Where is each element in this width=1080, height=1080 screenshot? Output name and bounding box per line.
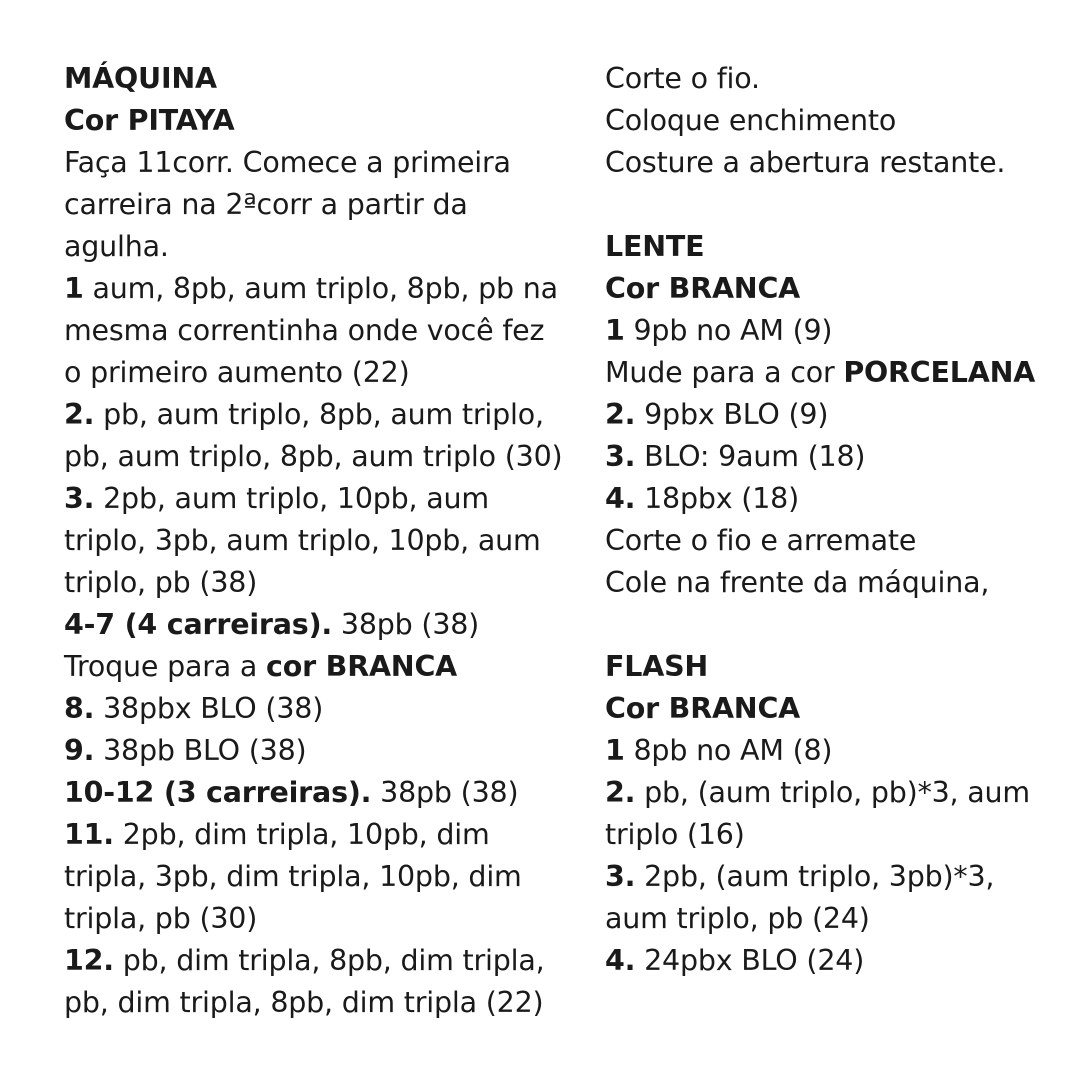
row-label: 1 [605, 314, 625, 347]
instruction-text: 24pbx BLO (24) [635, 944, 865, 977]
pattern-line [64, 646, 574, 688]
pattern-line [64, 898, 574, 940]
pattern-line [605, 520, 1065, 562]
instruction-text: carreira na 2ªcorr a partir da [64, 188, 468, 221]
instruction-text: 2pb, aum triplo, 10pb, aum [94, 482, 489, 515]
instruction-text: triplo, 3pb, aum triplo, 10pb, aum [64, 524, 541, 557]
pattern-line [64, 352, 574, 394]
instruction-text: BLO: 9aum (18) [635, 440, 866, 473]
instruction-text: 9pb no AM (9) [624, 314, 833, 347]
section-heading [64, 58, 574, 100]
instruction-text: pb, dim tripla, 8pb, dim tripla, [113, 944, 545, 977]
pattern-line [64, 226, 574, 268]
pattern-line [605, 814, 1065, 856]
instruction-text: pb, (aum triplo, pb)*3, aum [635, 776, 1030, 809]
instruction-text: Corte o fio e arremate [605, 524, 917, 557]
instruction-text: Faça 11corr. Comece a primeira [64, 146, 511, 179]
instruction-text: 38pb (38) [332, 608, 480, 641]
heading-text: LENTE [605, 230, 705, 263]
row-label: 4-7 (4 carreiras). [64, 608, 333, 641]
left-column [64, 58, 574, 1024]
row-label: 4. [605, 944, 636, 977]
instruction-text: 2pb, (aum triplo, 3pb)*3, [635, 860, 995, 893]
row-label: 2. [64, 398, 95, 431]
instruction-text: Troque para a [64, 650, 267, 683]
pattern-line [605, 436, 1065, 478]
pattern-line [605, 562, 1065, 604]
row-label: 8. [64, 692, 95, 725]
instruction-text: triplo (16) [605, 818, 745, 851]
instruction-text: 8pb no AM (8) [624, 734, 833, 767]
pattern-line [605, 730, 1065, 772]
instruction-text: agulha. [64, 230, 169, 263]
instruction-text: Costure a abertura restante. [605, 146, 1006, 179]
instruction-text: 38pbx BLO (38) [94, 692, 324, 725]
pattern-line [64, 310, 574, 352]
pattern-line [605, 100, 1065, 142]
heading-text: Cor PITAYA [64, 104, 235, 137]
pattern-line [64, 142, 574, 184]
instruction-text: aum triplo, pb (24) [605, 902, 870, 935]
row-label: PORCELANA [843, 356, 1036, 389]
row-label: 2. [605, 776, 636, 809]
pattern-line [605, 940, 1065, 982]
pattern-line [64, 940, 574, 982]
pattern-line [64, 856, 574, 898]
row-label: 1 [605, 734, 625, 767]
instruction-text: pb, aum triplo, 8pb, aum triplo, [94, 398, 544, 431]
pattern-line [64, 604, 574, 646]
pattern-line [64, 814, 574, 856]
instruction-text: pb, dim tripla, 8pb, dim tripla (22) [64, 986, 544, 1019]
row-label: 3. [605, 860, 636, 893]
instruction-text: 38pb BLO (38) [94, 734, 307, 767]
instruction-text: Coloque enchimento [605, 104, 897, 137]
pattern-line [605, 772, 1065, 814]
pattern-line [605, 394, 1065, 436]
pattern-line [605, 898, 1065, 940]
pattern-line [64, 184, 574, 226]
instruction-text: tripla, 3pb, dim tripla, 10pb, dim [64, 860, 522, 893]
right-column [605, 58, 1065, 982]
instruction-text: mesma correntinha onde você fez [64, 314, 545, 347]
instruction-text: 38pb (38) [371, 776, 519, 809]
pattern-line [605, 310, 1065, 352]
heading-text: Cor BRANCA [605, 272, 801, 305]
pattern-line [64, 394, 574, 436]
heading-text: MÁQUINA [64, 62, 217, 95]
section-heading [605, 226, 1065, 268]
row-label: cor BRANCA [266, 650, 458, 683]
pattern-line [64, 562, 574, 604]
pattern-line [605, 856, 1065, 898]
instruction-text: pb, aum triplo, 8pb, aum triplo (30) [64, 440, 563, 473]
instruction-text: triplo, pb (38) [64, 566, 258, 599]
row-label: 3. [64, 482, 95, 515]
heading-text: Cor BRANCA [605, 692, 801, 725]
instruction-text: o primeiro aumento (22) [64, 356, 410, 389]
pattern-line [64, 688, 574, 730]
instruction-text: Mude para a cor [605, 356, 844, 389]
row-label: 4. [605, 482, 636, 515]
blank-line [605, 184, 1065, 226]
pattern-line [64, 478, 574, 520]
section-heading [605, 268, 1065, 310]
row-label: 3. [605, 440, 636, 473]
pattern-line [605, 352, 1065, 394]
pattern-line [64, 520, 574, 562]
row-label: 12. [64, 944, 114, 977]
section-heading [605, 646, 1065, 688]
pattern-line [64, 730, 574, 772]
pattern-line [605, 58, 1065, 100]
section-heading [64, 100, 574, 142]
row-label: 2. [605, 398, 636, 431]
instruction-text: 18pbx (18) [635, 482, 800, 515]
pattern-line [605, 142, 1065, 184]
instruction-text: Corte o fio. [605, 62, 760, 95]
row-label: 1 [64, 272, 84, 305]
blank-line [605, 604, 1065, 646]
pattern-line [605, 478, 1065, 520]
row-label: 10-12 (3 carreiras). [64, 776, 372, 809]
heading-text: FLASH [605, 650, 709, 683]
pattern-line [64, 268, 574, 310]
row-label: 11. [64, 818, 114, 851]
instruction-text: tripla, pb (30) [64, 902, 258, 935]
instruction-text: Cole na frente da máquina, [605, 566, 990, 599]
pattern-line [64, 772, 574, 814]
row-label: 9. [64, 734, 95, 767]
pattern-line [64, 982, 574, 1024]
instruction-text: aum, 8pb, aum triplo, 8pb, pb na [83, 272, 558, 305]
pattern-line [64, 436, 574, 478]
section-heading [605, 688, 1065, 730]
instruction-text: 2pb, dim tripla, 10pb, dim [113, 818, 490, 851]
instruction-text: 9pbx BLO (9) [635, 398, 829, 431]
